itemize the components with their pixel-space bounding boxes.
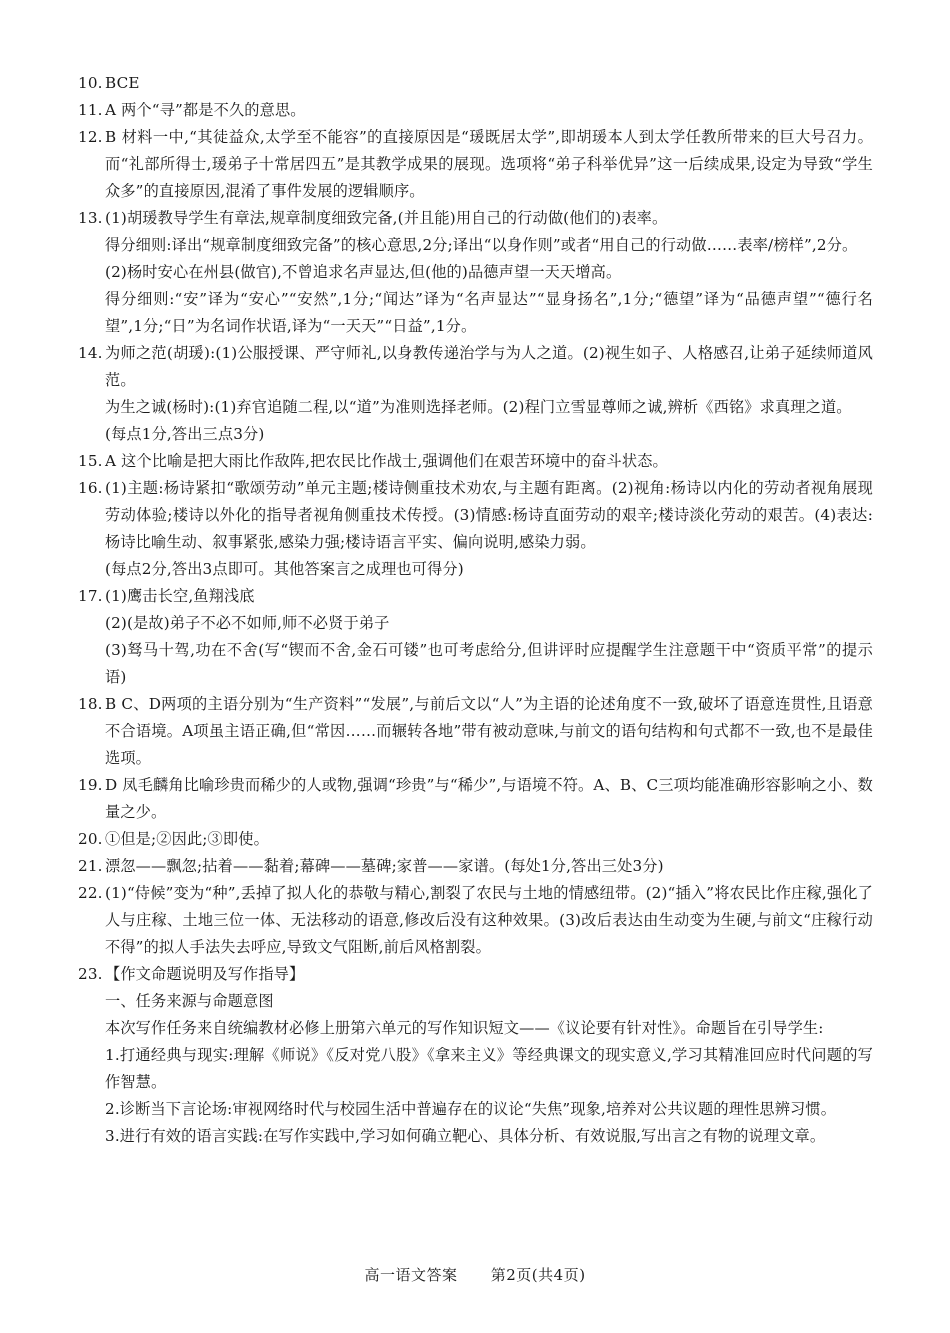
answer-item	[78, 97, 873, 124]
answer-paragraph: (每点2分,答出3点即可。其他答案言之成理也可得分)	[105, 560, 464, 578]
answer-item	[78, 961, 873, 1150]
answer-paragraph: 为师之范(胡瑗):(1)公服授课、严守师礼,以身教传递治学与为人之道。(2)视生如子、人格感召,让弟子延续师道风范。	[105, 344, 873, 389]
answer-paragraph: B C、D两项的主语分别为“生产资料”“发展”,与前后文以“人”为主语的论述角度不一致,破坏了语意连贯性,且语意不合语境。A项虽主语正确,但“常因……而辗转各地”带有被动意味,与前文的语句结构和句式都不一致,也不是最佳选项。	[105, 695, 873, 767]
page-footer	[0, 1264, 950, 1285]
answer-paragraph: D 凤毛麟角比喻珍贵而稀少的人或物,强调“珍贵”与“稀少”,与语境不符。A、B、C三项均能准确形容影响之小、数量之少。	[105, 776, 873, 821]
answer-paragraph: (1)胡瑗教导学生有章法,规章制度细致完备,(并且能)用自己的行动做(他们的)表率。	[105, 209, 668, 227]
answer-paragraph: (1)“侍候”变为“种”,丢掉了拟人化的恭敬与精心,割裂了农民与土地的情感纽带。(2)“插入”将农民比作庄稼,强化了人与庄稼、土地三位一体、无法移动的语意,修改后没有这种效果。(3)改后表达由生动变为生硬,与前文“庄稼行动不得”的拟人手法失去呼应,导致文气阻断,前后风格割裂。	[105, 884, 873, 956]
answer-paragraph: ①但是;②因此;③即使。	[105, 830, 269, 848]
answer-item	[78, 880, 873, 961]
answer-item	[78, 124, 873, 205]
answer-number: 18.	[78, 695, 103, 713]
answer-number: 16.	[78, 479, 103, 497]
footer-page-number: 第2页(共4页)	[490, 1266, 586, 1284]
answer-paragraph: 2.诊断当下言论场:审视网络时代与校园生活中普遍存在的议论“失焦”现象,培养对公共议题的理性思辨习惯。	[105, 1100, 837, 1118]
answer-number: 10.	[78, 74, 103, 92]
answer-paragraph: 为生之诚(杨时):(1)弃官追随二程,以“道”为准则选择老师。(2)程门立雪显尊师之诚,辨析《西铭》求真理之道。	[105, 398, 852, 416]
answer-paragraph: (2)杨时安心在州县(做官),不曾追求名声显达,但(他的)品德声望一天天增高。	[105, 263, 622, 281]
answer-paragraph: 一、任务来源与命题意图	[105, 992, 274, 1010]
answer-number: 19.	[78, 776, 103, 794]
answer-paragraph: BCE	[105, 74, 140, 92]
answer-paragraph: (1)主题:杨诗紧扣“歌颂劳动”单元主题;楼诗侧重技术劝农,与主题有距离。(2)视角:杨诗以内化的劳动者视角展现劳动体验;楼诗以外化的指导者视角侧重技术传授。(3)情感:杨诗直面劳动的艰辛;楼诗淡化劳动的艰苦。(4)表达:杨诗比喻生动、叙事紧张,感染力强;楼诗语言平实、偏向说明,感染力弱。	[105, 479, 873, 551]
answer-paragraph: 【作文命题说明及写作指导】	[105, 965, 305, 983]
answer-item	[78, 70, 873, 97]
answer-item	[78, 826, 873, 853]
answer-paragraph: 得分细则:译出“规章制度细致完备”的核心意思,2分;译出“以身作则”或者“用自己的行动做……表率/榜样”,2分。	[105, 236, 858, 254]
answer-paragraph: (每点1分,答出三点3分)	[105, 425, 265, 443]
answer-item	[78, 475, 873, 583]
answer-paragraph: 本次写作任务来自统编教材必修上册第六单元的写作知识短文——《议论要有针对性》。命题旨在引导学生:	[105, 1019, 824, 1037]
answer-item	[78, 205, 873, 340]
answer-number: 22.	[78, 884, 103, 902]
answer-item	[78, 448, 873, 475]
answer-item	[78, 772, 873, 826]
answer-number: 15.	[78, 452, 103, 470]
answer-paragraph: B 材料一中,“其徒益众,太学至不能容”的直接原因是“瑗既居太学”,即胡瑗本人到太学任教所带来的巨大号召力。而“礼部所得士,瑗弟子十常居四五”是其教学成果的展现。选项将“弟子科举优异”这一后续成果,设定为导致“学生众多”的直接原因,混淆了事件发展的逻辑顺序。	[105, 128, 873, 200]
answer-paragraph: (1)鹰击长空,鱼翔浅底	[105, 587, 255, 605]
answer-paragraph: 1.打通经典与现实:理解《师说》《反对党八股》《拿来主义》等经典课文的现实意义,学习其精准回应时代问题的写作智慧。	[105, 1046, 873, 1091]
answer-number: 14.	[78, 344, 103, 362]
answer-item	[78, 340, 873, 448]
answer-item	[78, 583, 873, 691]
answer-paragraph: 3.进行有效的语言实践:在写作实践中,学习如何确立靶心、具体分析、有效说服,写出言之有物的说理文章。	[105, 1127, 826, 1145]
answer-number: 11.	[78, 101, 103, 119]
answer-number: 20.	[78, 830, 103, 848]
answer-paragraph: 得分细则:“安”译为“安心”“安然”,1分;“闻达”译为“名声显达”“显身扬名”,1分;“德望”译为“品德声望”“德行名望”,1分;“日”为名词作状语,译为“一天天”“日益”,1分。	[105, 290, 873, 335]
answer-number: 17.	[78, 587, 103, 605]
answer-list	[78, 70, 873, 1150]
answer-item	[78, 691, 873, 772]
answer-paragraph: (2)(是故)弟子不必不如师,师不必贤于弟子	[105, 614, 390, 632]
answer-item	[78, 853, 873, 880]
answer-number: 21.	[78, 857, 103, 875]
answer-paragraph: (3)驽马十驾,功在不舍(写“锲而不舍,金石可镂”也可考虑给分,但讲评时应提醒学生注意题干中“资质平常”的提示语)	[105, 641, 873, 686]
answer-number: 12.	[78, 128, 103, 146]
answer-number: 13.	[78, 209, 103, 227]
answer-paragraph: A 这个比喻是把大雨比作敌阵,把农民比作战士,强调他们在艰苦环境中的奋斗状态。	[105, 452, 668, 470]
answer-paragraph: 漂忽——飘忽;拈着——黏着;幕碑——墓碑;家普——家谱。(每处1分,答出三处3分)	[105, 857, 664, 875]
answer-number: 23.	[78, 965, 103, 983]
footer-subject: 高一语文答案	[364, 1266, 458, 1284]
answer-paragraph: A 两个“寻”都是不久的意思。	[105, 101, 306, 119]
